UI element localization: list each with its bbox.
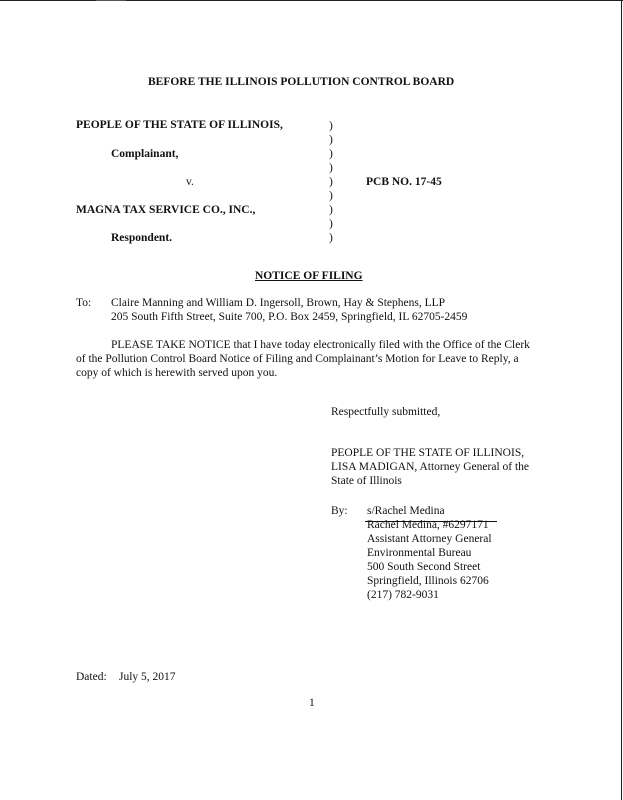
signer-city: Springfield, Illinois 62706: [367, 575, 489, 587]
scan-mark: [96, 0, 126, 3]
caption-paren: ): [329, 148, 333, 160]
notice-heading: NOTICE OF FILING: [255, 270, 363, 282]
caption-paren: ): [329, 204, 333, 216]
notice-body-line: PLEASE TAKE NOTICE that I have today electronically filed with the Office of the Clerk: [111, 339, 530, 351]
versus-label: v.: [186, 176, 194, 188]
caption-paren: ): [329, 134, 333, 146]
signer-name: Rachel Medina, #6297171: [367, 519, 489, 531]
page-top-border: [0, 0, 623, 1]
caption-paren: ): [329, 176, 333, 188]
org-line: LISA MADIGAN, Attorney General of the: [331, 461, 530, 473]
org-line: State of Illinois: [331, 475, 402, 487]
signer-title: Assistant Attorney General: [367, 533, 492, 545]
by-label: By:: [331, 505, 348, 517]
respondent-role: Respondent.: [111, 232, 173, 244]
recipient-line: Claire Manning and William D. Ingersoll, Brown, Hay & Stephens, LLP: [111, 297, 446, 309]
to-label: To:: [76, 297, 92, 309]
recipient-address: 205 South Fifth Street, Suite 700, P.O. Box 2459, Springfield, IL 62705-2459: [111, 311, 468, 323]
page-number: 1: [309, 697, 315, 709]
electronic-signature: s/Rachel Medina: [367, 505, 445, 517]
signer-bureau: Environmental Bureau: [367, 547, 472, 559]
caption-paren: ): [329, 120, 333, 132]
signer-street: 500 South Second Street: [367, 561, 481, 573]
org-line: PEOPLE OF THE STATE OF ILLINOIS,: [331, 447, 525, 459]
caption-paren: ): [329, 162, 333, 174]
notice-body-line: copy of which is herewith served upon you.: [76, 367, 278, 379]
board-title: BEFORE THE ILLINOIS POLLUTION CONTROL BOARD: [148, 76, 455, 88]
closing: Respectfully submitted,: [331, 406, 441, 418]
page-right-border: [621, 0, 622, 800]
dated-value: July 5, 2017: [119, 671, 176, 683]
respondent-party: MAGNA TAX SERVICE CO., INC.,: [76, 204, 256, 216]
complainant-party: PEOPLE OF THE STATE OF ILLINOIS,: [76, 119, 283, 131]
caption-paren: ): [329, 232, 333, 244]
signer-phone: (217) 782-9031: [367, 589, 439, 601]
dated-label: Dated:: [76, 671, 107, 683]
complainant-role: Complainant,: [111, 148, 179, 160]
notice-body-line: of the Pollution Control Board Notice of Filing and Complainant’s Motion for Leave to Reply, a: [76, 353, 519, 365]
case-number: PCB NO. 17-45: [366, 176, 442, 188]
caption-paren: ): [329, 190, 333, 202]
caption-paren: ): [329, 218, 333, 230]
